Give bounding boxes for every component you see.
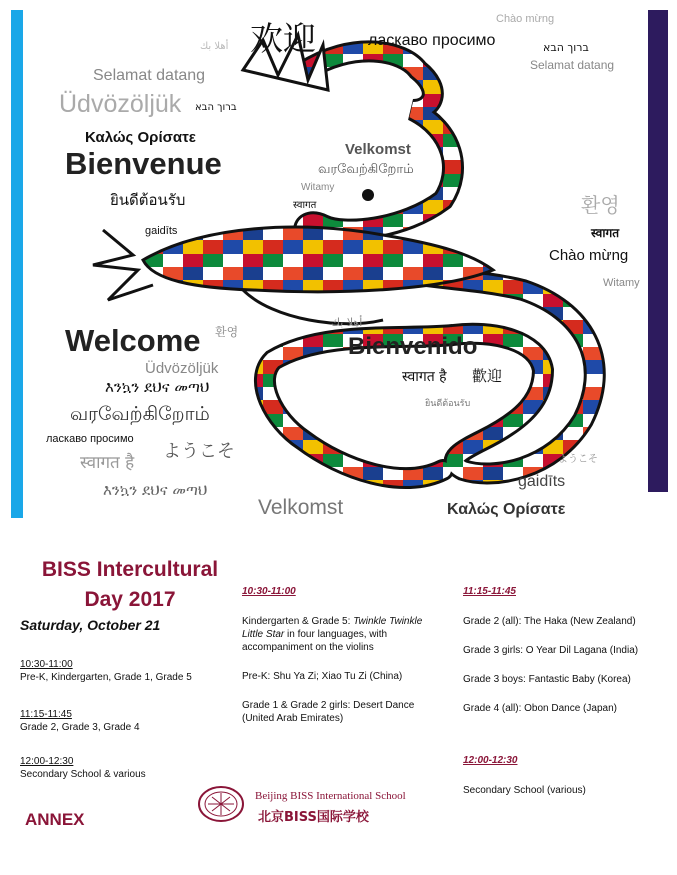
greeting-vietnamese-right: Chào mừng xyxy=(549,247,629,264)
greeting-danish: Velkomst xyxy=(345,141,411,158)
greeting-japanese-right: ようこそ xyxy=(558,454,598,465)
greeting-malay: Selamat datang xyxy=(93,67,206,84)
item-suffix: in four languages, with accompaniment on the violins xyxy=(242,629,388,653)
overview-block-2 xyxy=(20,708,235,734)
schedule-item xyxy=(242,615,442,654)
greeting-english: Welcome xyxy=(65,323,201,358)
greeting-polish: Witamy xyxy=(301,182,335,193)
overview-desc: Pre-K, Kindergarten, Grade 1, Grade 5 xyxy=(20,672,192,683)
schedule-item: Grade 3 girls: O Year Dil Lagana (India) xyxy=(463,645,639,656)
overview-block-1 xyxy=(20,658,235,684)
greeting-vietnamese: Chào mừng xyxy=(496,13,555,25)
greeting-hungarian: Üdvözöljük xyxy=(59,90,182,118)
greeting-hindi-hai-left: स्वागत है xyxy=(80,453,135,473)
greeting-latvian-right: gaidīts xyxy=(518,473,566,490)
greeting-hindi: स्वागत xyxy=(293,200,317,211)
greeting-hindi-right: स्वागत xyxy=(591,226,620,240)
schedule-col2 xyxy=(463,585,663,797)
greeting-korean: 환영 xyxy=(581,193,620,217)
overview-desc: Secondary School & various xyxy=(20,769,146,780)
greeting-latvian: gaidīts xyxy=(145,225,178,237)
greeting-thai: ยินดีต้อนรับ xyxy=(110,191,186,209)
greeting-danish-bottom: Velkomst xyxy=(258,496,344,519)
schedule-time-heading: 12:00-12:30 xyxy=(463,755,518,766)
overview-block-3 xyxy=(20,755,235,781)
left-accent-bar xyxy=(11,10,23,518)
greeting-greek-bottom: Καλώς Ορίσατε xyxy=(447,501,566,518)
greeting-traditional-chinese: 歡迎 xyxy=(472,367,503,385)
greeting-amharic: እንኳን ደህና መጣህ xyxy=(105,378,210,396)
greeting-arabic: أهلا بك xyxy=(200,41,229,52)
greeting-hebrew-left: ברוך הבא xyxy=(195,102,237,113)
overview-time: 12:00-12:30 xyxy=(20,756,74,767)
greeting-japanese: ようこそ xyxy=(163,441,235,462)
event-date: Saturday, October 21 xyxy=(20,617,161,633)
overview-time: 11:15-11:45 xyxy=(20,709,72,720)
schedule-time-heading: 11:15-11:45 xyxy=(463,586,516,597)
school-seal-icon xyxy=(198,786,244,822)
schedule-item: Grade 2 (all): The Haka (New Zealand) xyxy=(463,616,636,627)
greeting-hebrew: ברוך הבא xyxy=(543,41,589,54)
item-song-title: Twinkle Twinkle Little Star xyxy=(242,616,423,640)
greeting-hindi-hai: स्वागत है xyxy=(402,369,447,385)
annex-label: ANNEX xyxy=(25,810,85,829)
greeting-malay-right: Selamat datang xyxy=(530,58,615,72)
item-prefix: Kindergarten & Grade 5: xyxy=(242,616,354,627)
overview-time: 10:30-11:00 xyxy=(20,659,73,670)
dragon-eye xyxy=(362,189,374,201)
schedule-item: Grade 3 boys: Fantastic Baby (Korea) xyxy=(463,674,631,685)
greeting-ukrainian-left: ласкаво просимо xyxy=(46,433,134,445)
greeting-polish-right: Witamy xyxy=(603,277,640,289)
schedule-item: Pre-K: Shu Ya Zi; Xiao Tu Zi (China) xyxy=(242,671,403,682)
greeting-tamil: வரவேற்கிறோம் xyxy=(318,162,414,177)
greeting-korean-left: 환영 xyxy=(215,325,239,339)
greeting-tamil-left: வரவேற்கிறோம் xyxy=(70,403,210,425)
greeting-chinese: 欢迎 xyxy=(250,19,316,58)
event-title-line2: Day 2017 xyxy=(84,588,176,611)
dragon-body xyxy=(143,227,493,292)
schedule-item: Grade 1 & Grade 2 girls: Desert Dance (United Arab Emirates) xyxy=(242,700,415,724)
greeting-french: Bienvenue xyxy=(65,146,222,181)
greeting-hungarian-2: Üdvözöljük xyxy=(145,360,219,377)
right-accent-bar xyxy=(648,10,668,492)
schedule-col1 xyxy=(242,585,442,725)
school-name-zh: 北京BISS国际学校 xyxy=(258,810,369,825)
school-name-en: Beijing BISS International School xyxy=(255,790,406,802)
greeting-amharic-2: እንኳን ደህና መጣህ xyxy=(103,481,208,499)
greeting-thai-right: ยินดีต้อนรับ xyxy=(425,399,471,409)
greeting-spanish: Bienvenido xyxy=(348,333,478,360)
greeting-arabic-mid: أهلا بك xyxy=(331,316,363,329)
schedule-item: Grade 4 (all): Obon Dance (Japan) xyxy=(463,703,617,714)
welcome-poster xyxy=(23,0,648,530)
greeting-greek: Καλώς Ορίσατε xyxy=(85,129,196,146)
overview-desc: Grade 2, Grade 3, Grade 4 xyxy=(20,722,140,733)
greeting-ukrainian: ласкаво просимо xyxy=(368,32,496,49)
event-title-line1: BISS Intercultural xyxy=(41,558,219,581)
schedule-time-heading: 10:30-11:00 xyxy=(242,586,296,597)
schedule-item: Secondary School (various) xyxy=(463,785,586,796)
